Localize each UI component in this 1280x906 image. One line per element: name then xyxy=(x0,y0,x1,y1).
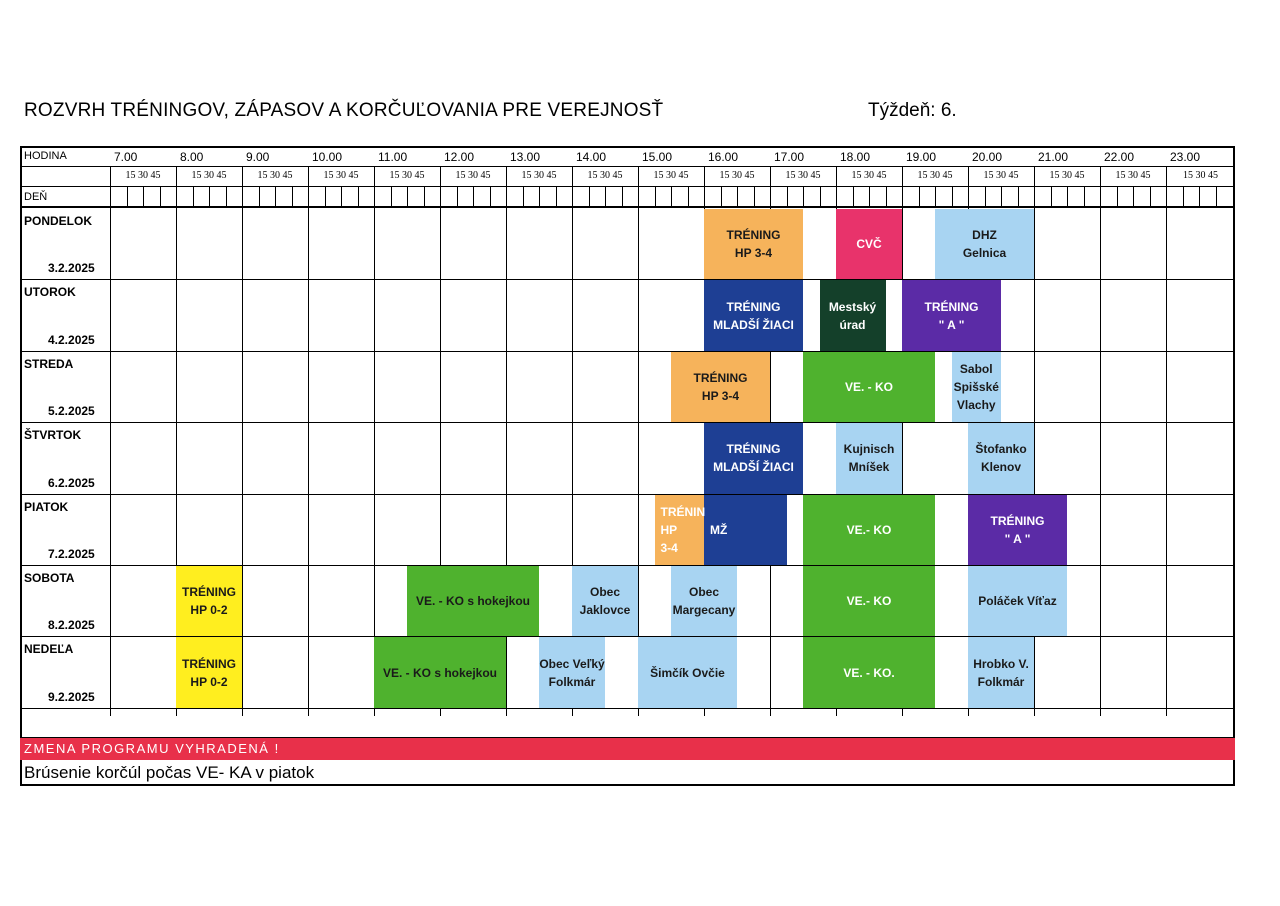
event-text: TRÉNING xyxy=(693,370,748,385)
event-text: HP 3-4 xyxy=(734,246,773,261)
quarter-label: 15 30 45 xyxy=(389,170,425,181)
event-text: MLADŠÍ ŽIACI xyxy=(713,460,794,475)
day-date-5: 7.2.2025 xyxy=(48,547,95,561)
event-text: TRÉNING xyxy=(182,656,236,671)
event-text: HP xyxy=(660,522,678,537)
event-text: HP 0-2 xyxy=(190,603,228,618)
event-text: TRÉNIN xyxy=(660,504,706,519)
day-name-4: ŠTVRTOK xyxy=(24,428,82,443)
event-text: HP 0-2 xyxy=(190,674,228,689)
hour-label: 15.00 xyxy=(642,150,673,164)
hour-label: 17.00 xyxy=(774,150,805,164)
event-text: DHZ xyxy=(972,228,997,243)
day-date-4: 6.2.2025 xyxy=(48,475,95,490)
hour-label: 14.00 xyxy=(576,150,607,164)
quarter-label: 15 30 45 xyxy=(785,170,821,181)
quarter-label: 15 30 45 xyxy=(521,170,557,181)
hour-label: 20.00 xyxy=(972,150,1003,164)
hour-label: 10.00 xyxy=(312,150,343,164)
quarter-label: 15 30 45 xyxy=(1049,170,1085,181)
day-date-6: 8.2.2025 xyxy=(48,618,95,633)
hour-label: 22.00 xyxy=(1104,150,1135,164)
document-title: ROZVRH TRÉNINGOV, ZÁPASOV A KORČUĽOVANIA PRE VEREJNOSŤ xyxy=(24,100,664,121)
quarter-label: 15 30 45 xyxy=(851,170,887,181)
hour-label: 9.00 xyxy=(246,150,270,164)
quarter-label: 15 30 45 xyxy=(1115,170,1151,181)
event-text: Folkmár xyxy=(977,674,1025,689)
day-name-5: PIATOK xyxy=(24,499,69,514)
event-text: TRÉNING xyxy=(726,442,781,457)
hour-label: 19.00 xyxy=(906,150,937,164)
quarter-label: 15 30 45 xyxy=(257,170,293,181)
notice-bar: ZMENA PROGRAMU VYHRADENÁ ! xyxy=(20,738,1235,760)
day-date-2: 4.2.2025 xyxy=(48,332,95,347)
event-text: TRÉNING xyxy=(726,299,781,314)
event-text: MLADŠÍ ŽIACI xyxy=(713,317,794,332)
quarter-label: 15 30 45 xyxy=(719,170,755,181)
event-text: VE. - KO s hokejkou xyxy=(382,665,498,680)
event-text: Obec xyxy=(589,585,620,600)
event-text: VE. - KO s hokejkou xyxy=(415,594,531,609)
quarter-label: 15 30 45 xyxy=(323,170,359,181)
event-text: HP 3-4 xyxy=(701,388,740,403)
event-text: VE. - KO. xyxy=(843,665,895,680)
event-text: CVČ xyxy=(856,237,882,252)
event-text: " A " xyxy=(938,317,965,332)
hour-label: 11.00 xyxy=(378,150,408,164)
quarter-label: 15 30 45 xyxy=(1183,170,1218,181)
hodina-label: HODINA xyxy=(24,150,67,162)
day-name-1: PONDELOK xyxy=(24,214,93,228)
day-name-3: STREDA xyxy=(24,356,74,371)
note-row: Brúsenie korčúl počas VE- KA v piatok xyxy=(24,763,315,782)
quarter-label: 15 30 45 xyxy=(587,170,623,181)
event-text: Kujnisch xyxy=(843,442,895,457)
event-text: Jaklovce xyxy=(579,603,631,618)
event-text: VE.- KO xyxy=(846,594,892,609)
event-text: MŽ xyxy=(710,522,728,537)
event-text: Obec Veľký xyxy=(539,656,605,671)
den-label: DEŇ xyxy=(24,191,48,203)
quarter-label: 15 30 45 xyxy=(125,170,161,181)
day-name-7: NEDEĽA xyxy=(24,642,74,657)
day-date-1: 3.2.2025 xyxy=(48,261,95,276)
day-date-7: 9.2.2025 xyxy=(48,689,95,704)
hour-label: 16.00 xyxy=(708,150,739,164)
hour-label: 8.00 xyxy=(180,150,204,164)
event-text: Šimčík Ovčie xyxy=(650,665,725,680)
event-text: Obec xyxy=(688,585,719,600)
event-text: Klenov xyxy=(980,460,1021,475)
event-text: Hrobko V. xyxy=(973,656,1029,671)
event-text: Poláček Víťaz xyxy=(978,594,1057,609)
event-text: Mníšek xyxy=(848,460,890,475)
event-text: Mestský xyxy=(828,299,877,314)
quarter-label: 15 30 45 xyxy=(455,170,491,181)
week-label: Týždeň: 6. xyxy=(868,100,957,121)
event-text: Gelnica xyxy=(962,246,1007,261)
event-text: VE.- KO xyxy=(846,522,892,537)
hour-label: 18.00 xyxy=(840,150,871,164)
event-text: VE. - KO xyxy=(844,379,893,394)
event-text: TRÉNING xyxy=(726,228,781,243)
event-text: " A " xyxy=(1004,531,1031,546)
quarter-label: 15 30 45 xyxy=(983,170,1019,181)
hour-label: 12.00 xyxy=(444,150,475,164)
hour-label: 21.00 xyxy=(1038,150,1069,164)
event-text: Vlachy xyxy=(956,397,996,412)
event-text: Sabol xyxy=(959,361,993,376)
event-text: TRÉNING xyxy=(182,585,236,600)
event-text: Margecany xyxy=(672,603,736,618)
day-name-6: SOBOTA xyxy=(24,571,75,585)
event-text: Spišské xyxy=(953,379,999,394)
quarter-label: 15 30 45 xyxy=(653,170,689,181)
schedule-frame xyxy=(20,146,1235,786)
event-text: úrad xyxy=(839,317,866,332)
hour-label: 7.00 xyxy=(114,150,138,164)
quarter-label: 15 30 45 xyxy=(917,170,953,181)
day-date-3: 5.2.2025 xyxy=(48,404,95,419)
event-text: TRÉNING xyxy=(924,299,979,314)
event-text: Štofanko xyxy=(975,442,1027,457)
day-name-2: UTOROK xyxy=(24,285,76,300)
quarter-label: 15 30 45 xyxy=(191,170,227,181)
event-text: 3-4 xyxy=(660,540,678,555)
hour-label: 13.00 xyxy=(510,150,541,164)
event-text: TRÉNING xyxy=(990,513,1045,528)
event-text: Folkmár xyxy=(548,674,596,689)
hour-label: 23.00 xyxy=(1170,150,1201,164)
